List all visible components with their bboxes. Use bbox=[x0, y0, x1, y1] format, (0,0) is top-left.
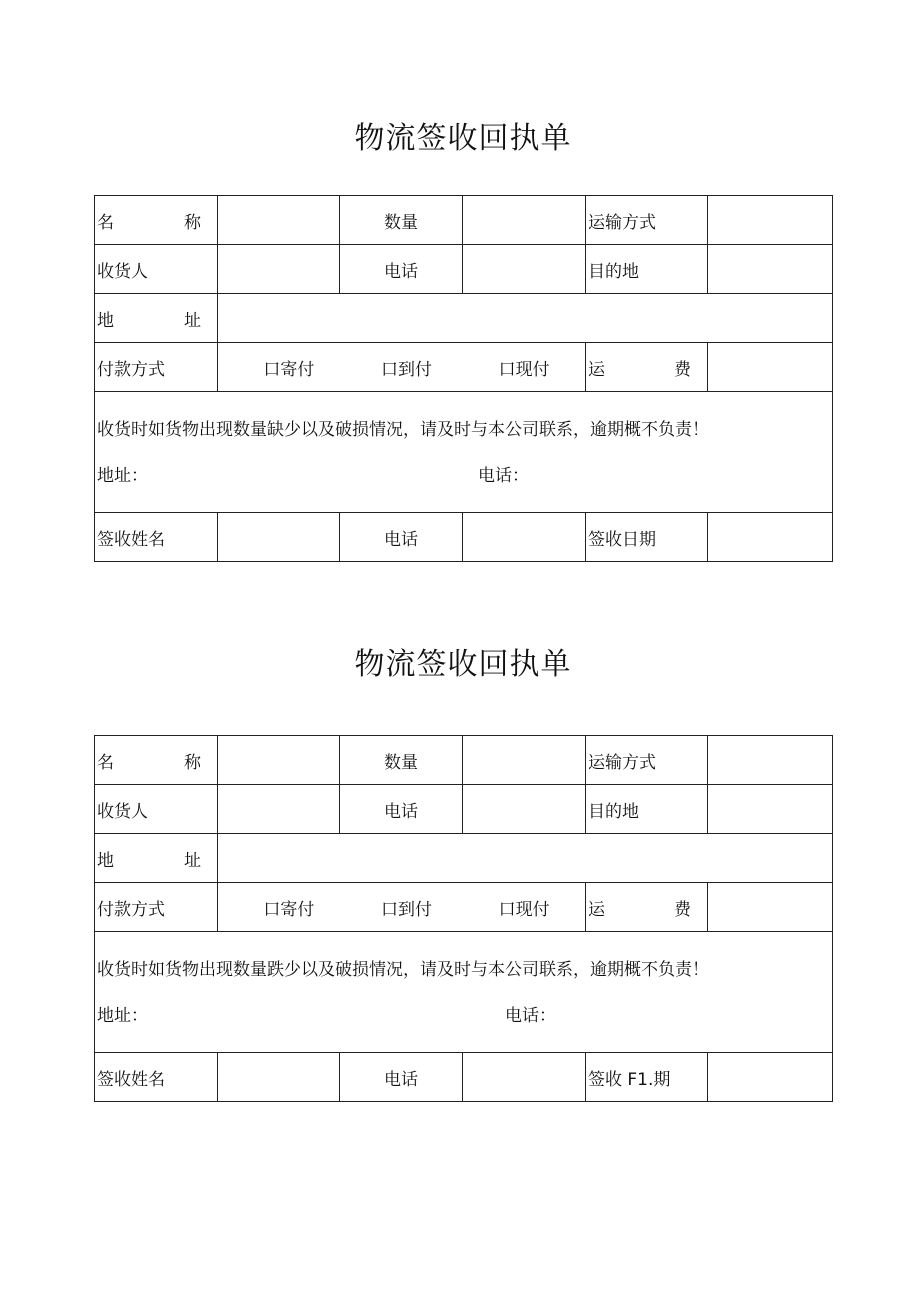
destination-value-field[interactable] bbox=[708, 245, 833, 294]
table-row bbox=[95, 294, 833, 343]
quantity-label: 数量 bbox=[340, 196, 463, 245]
payment-method-label: 付款方式 bbox=[95, 343, 218, 392]
consignee-value-field[interactable] bbox=[218, 785, 340, 834]
payment-options bbox=[218, 883, 586, 932]
destination-label: 目的地 bbox=[586, 785, 708, 834]
transport-method-value-field[interactable] bbox=[708, 196, 833, 245]
name-value-field[interactable] bbox=[218, 736, 340, 785]
table-row bbox=[95, 392, 833, 513]
consignee-label: 收货人 bbox=[95, 785, 218, 834]
payment-option-sender-pays[interactable]: 口寄付 bbox=[263, 359, 315, 380]
table-row bbox=[95, 785, 833, 834]
company-phone-label: 电话： bbox=[505, 1006, 556, 1026]
phone-value-field[interactable] bbox=[463, 245, 586, 294]
table-row bbox=[95, 1053, 833, 1102]
name-label-char: 名 bbox=[97, 212, 114, 233]
address-value-field[interactable] bbox=[218, 834, 833, 883]
sign-date-label: 签收 F1.期 bbox=[586, 1053, 708, 1102]
table-row bbox=[95, 883, 833, 932]
address-label-char: 地 bbox=[97, 310, 114, 331]
freight-value-field[interactable] bbox=[708, 343, 833, 392]
notice-text: 收货时如货物出现数量缺少以及破损情况，请及时与本公司联系，逾期概不负责！ bbox=[97, 420, 709, 440]
signer-name-label: 签收姓名 bbox=[95, 1053, 218, 1102]
company-address-label: 地址： bbox=[97, 466, 148, 486]
name-label-char: 称 bbox=[184, 212, 201, 233]
transport-method-label: 运输方式 bbox=[586, 736, 708, 785]
name-label-char: 名 bbox=[97, 752, 114, 773]
table-row bbox=[95, 196, 833, 245]
receipt-table bbox=[94, 735, 833, 1102]
payment-option-sender-pays[interactable]: 口寄付 bbox=[263, 899, 315, 920]
signer-phone-label: 电话 bbox=[340, 1053, 463, 1102]
freight-label-char: 费 bbox=[674, 899, 691, 920]
signer-name-value-field[interactable] bbox=[218, 1053, 340, 1102]
consignee-label: 收货人 bbox=[95, 245, 218, 294]
freight-label-cell bbox=[586, 343, 708, 392]
address-label-char: 地 bbox=[97, 850, 114, 871]
sign-date-label: 签收日期 bbox=[586, 513, 708, 562]
company-address-label: 地址： bbox=[97, 1006, 148, 1026]
transport-method-label: 运输方式 bbox=[586, 196, 708, 245]
payment-method-label: 付款方式 bbox=[95, 883, 218, 932]
table-row bbox=[95, 343, 833, 392]
contact-line bbox=[95, 442, 832, 492]
table-row bbox=[95, 245, 833, 294]
signer-name-label: 签收姓名 bbox=[95, 513, 218, 562]
table-row bbox=[95, 932, 833, 1053]
phone-label: 电话 bbox=[340, 785, 463, 834]
address-value-field[interactable] bbox=[218, 294, 833, 343]
payment-option-receiver-pays[interactable]: 口到付 bbox=[380, 899, 432, 920]
sign-date-value-field[interactable] bbox=[708, 513, 833, 562]
notice-cell bbox=[95, 932, 833, 1053]
form-title: 物流签收回执单 bbox=[354, 647, 572, 682]
signer-phone-value-field[interactable] bbox=[463, 513, 586, 562]
quantity-label: 数量 bbox=[340, 736, 463, 785]
quantity-value-field[interactable] bbox=[463, 196, 586, 245]
freight-label-char: 运 bbox=[588, 359, 605, 380]
address-label-char: 址 bbox=[184, 310, 201, 331]
freight-label-char: 运 bbox=[588, 899, 605, 920]
signer-phone-label: 电话 bbox=[340, 513, 463, 562]
address-label-cell bbox=[95, 834, 218, 883]
sign-date-value-field[interactable] bbox=[708, 1053, 833, 1102]
freight-value-field[interactable] bbox=[708, 883, 833, 932]
freight-label-cell bbox=[586, 883, 708, 932]
name-value-field[interactable] bbox=[218, 196, 340, 245]
name-label-char: 称 bbox=[184, 752, 201, 773]
transport-method-value-field[interactable] bbox=[708, 736, 833, 785]
table-row bbox=[95, 834, 833, 883]
table-row bbox=[95, 513, 833, 562]
phone-label: 电话 bbox=[340, 245, 463, 294]
payment-option-cash[interactable]: 口现付 bbox=[498, 899, 550, 920]
form-title: 物流签收回执单 bbox=[354, 121, 572, 156]
destination-value-field[interactable] bbox=[708, 785, 833, 834]
consignee-value-field[interactable] bbox=[218, 245, 340, 294]
payment-options bbox=[218, 343, 586, 392]
freight-label-char: 费 bbox=[674, 359, 691, 380]
signer-name-value-field[interactable] bbox=[218, 513, 340, 562]
receipt-table bbox=[94, 195, 833, 562]
address-label-cell bbox=[95, 294, 218, 343]
name-label-cell bbox=[95, 736, 218, 785]
company-phone-label: 电话： bbox=[478, 466, 529, 486]
signer-phone-value-field[interactable] bbox=[463, 1053, 586, 1102]
notice-text: 收货时如货物出现数量跌少以及破损情况，请及时与本公司联系，逾期概不负责！ bbox=[97, 960, 709, 980]
phone-value-field[interactable] bbox=[463, 785, 586, 834]
table-row bbox=[95, 736, 833, 785]
destination-label: 目的地 bbox=[586, 245, 708, 294]
name-label-cell bbox=[95, 196, 218, 245]
payment-option-receiver-pays[interactable]: 口到付 bbox=[380, 359, 432, 380]
quantity-value-field[interactable] bbox=[463, 736, 586, 785]
notice-cell bbox=[95, 392, 833, 513]
contact-line bbox=[95, 982, 832, 1032]
payment-option-cash[interactable]: 口现付 bbox=[498, 359, 550, 380]
address-label-char: 址 bbox=[184, 850, 201, 871]
